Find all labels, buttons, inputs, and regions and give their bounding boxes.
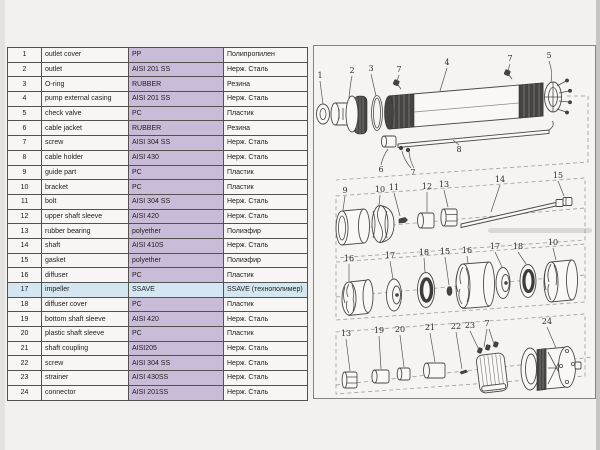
row-number-cell: 21 xyxy=(8,341,42,356)
part-number-label: 19 xyxy=(373,326,385,335)
part-number-label: 10 xyxy=(374,185,386,194)
row-number-cell: 15 xyxy=(8,253,42,268)
part-bracket-2 xyxy=(544,260,578,302)
part-name-cell: strainer xyxy=(42,371,129,386)
material-ru-cell: Нерж. Сталь xyxy=(224,92,308,107)
material-ru-cell: Нерж. Сталь xyxy=(224,371,308,386)
part-number-label: 16 xyxy=(461,246,473,255)
part-name-cell: diffuser xyxy=(42,268,129,283)
row-number-cell: 17 xyxy=(8,283,42,298)
row-number-cell: 8 xyxy=(8,150,42,165)
part-number-label: 3 xyxy=(368,64,374,73)
material-cell: AISI 430 xyxy=(129,150,224,165)
material-cell: polyether xyxy=(129,253,224,268)
part-name-cell: screw xyxy=(42,356,129,371)
part-number-label: 1 xyxy=(317,71,323,80)
material-ru-cell: Полипропилен xyxy=(224,48,308,63)
row-number-cell: 18 xyxy=(8,297,42,312)
part-number-label: 5 xyxy=(546,51,552,60)
part-number-label: 8 xyxy=(456,145,462,154)
row-number-cell: 10 xyxy=(8,180,42,195)
part-name-cell: outlet xyxy=(42,62,129,77)
part-number-label: 7 xyxy=(507,54,513,63)
part-number-label: 22 xyxy=(450,322,462,331)
part-number-label: 7 xyxy=(396,65,402,74)
row-number-cell: 13 xyxy=(8,224,42,239)
part-name-cell: upper shaft sleeve xyxy=(42,209,129,224)
material-cell: AISI 304 SS xyxy=(129,136,224,151)
part-upper-shaft-sleeve xyxy=(418,213,435,228)
part-plastic-shaft-sleeve xyxy=(397,368,410,380)
part-name-cell: cable jacket xyxy=(42,121,129,136)
material-cell: AISI 201 SS xyxy=(129,62,224,77)
part-gasket-top xyxy=(563,198,572,206)
material-cell: AISI 201 SS xyxy=(129,92,224,107)
material-ru-cell: Резина xyxy=(224,121,308,136)
part-name-cell: plastic shaft sleeve xyxy=(42,327,129,342)
material-ru-cell: Нерж. Сталь xyxy=(224,312,308,327)
part-name-cell: shaft xyxy=(42,238,129,253)
material-ru-cell: Нерж. Сталь xyxy=(224,62,308,77)
material-ru-cell: Пластик xyxy=(224,180,308,195)
row-number-cell: 22 xyxy=(8,356,42,371)
part-name-cell: rubber bearing xyxy=(42,224,129,239)
material-ru-cell: Нерж. Сталь xyxy=(224,150,308,165)
part-number-label: 9 xyxy=(342,186,348,195)
part-number-label: 7 xyxy=(410,168,416,177)
material-cell: PC xyxy=(129,297,224,312)
material-cell: PC xyxy=(129,327,224,342)
row-number-cell: 2 xyxy=(8,62,42,77)
part-number-label: 4 xyxy=(444,58,450,67)
part-number-label: 6 xyxy=(378,165,384,174)
row-number-cell: 4 xyxy=(8,92,42,107)
part-diffuser-cover-2 xyxy=(520,265,536,298)
row-number-cell: 16 xyxy=(8,268,42,283)
material-ru-cell: Нерж. Сталь xyxy=(224,341,308,356)
part-impeller-1 xyxy=(387,279,402,311)
row-number-cell: 12 xyxy=(8,209,42,224)
row-number-cell: 3 xyxy=(8,77,42,92)
part-diffuser-cover-1 xyxy=(418,273,435,308)
part-number-label: 18 xyxy=(418,248,430,257)
row-number-cell: 7 xyxy=(8,136,42,151)
material-ru-cell: Нерж. Сталь xyxy=(224,356,308,371)
material-ru-cell: Пластик xyxy=(224,297,308,312)
material-ru-cell: Пластик xyxy=(224,106,308,121)
row-number-cell: 1 xyxy=(8,48,42,63)
part-name-cell: pump external casing xyxy=(42,92,129,107)
part-rubber-bearing-2 xyxy=(342,372,357,388)
part-name-cell: outlet cover xyxy=(42,48,129,63)
part-number-label: 17 xyxy=(489,242,501,251)
material-cell: AISI 201SS xyxy=(129,385,224,400)
material-ru-cell: Нерж. Сталь xyxy=(224,209,308,224)
material-cell: PC xyxy=(129,268,224,283)
material-ru-cell: Нерж. Сталь xyxy=(224,194,308,209)
part-gasket-mid xyxy=(447,287,452,296)
part-strainer xyxy=(476,352,508,393)
part-number-label: 18 xyxy=(512,242,524,251)
material-cell: AISI 420 xyxy=(129,209,224,224)
part-name-cell: bracket xyxy=(42,180,129,195)
part-number-label: 16 xyxy=(343,254,355,263)
material-cell: polyether xyxy=(129,224,224,239)
part-name-cell: bolt xyxy=(42,194,129,209)
material-ru-cell: Нерж. Сталь xyxy=(224,136,308,151)
part-name-cell: check valve xyxy=(42,106,129,121)
material-cell: AISI205 xyxy=(129,341,224,356)
part-number-label: 17 xyxy=(384,251,396,260)
part-name-cell: connector xyxy=(42,385,129,400)
part-number-label: 15 xyxy=(439,247,451,256)
part-number-label: 21 xyxy=(424,323,436,332)
material-cell: PC xyxy=(129,180,224,195)
part-name-cell: guide part xyxy=(42,165,129,180)
row-number-cell: 6 xyxy=(8,121,42,136)
material-cell: AISI 420 xyxy=(129,312,224,327)
material-cell: AISI 430SS xyxy=(129,371,224,386)
part-number-label: 11 xyxy=(388,183,400,192)
row-number-cell: 24 xyxy=(8,385,42,400)
row-number-cell: 14 xyxy=(8,238,42,253)
part-name-cell: O-ring xyxy=(42,77,129,92)
part-number-label: 13 xyxy=(438,180,450,189)
material-ru-cell: Нерж. Сталь xyxy=(224,385,308,400)
part-number-label: 10 xyxy=(547,238,559,247)
part-number-label: 20 xyxy=(394,325,406,334)
part-number-label: 13 xyxy=(340,329,352,338)
material-cell: AISI 410S xyxy=(129,238,224,253)
part-name-cell: gasket xyxy=(42,253,129,268)
row-number-cell: 5 xyxy=(8,106,42,121)
part-name-cell: diffuser cover xyxy=(42,297,129,312)
part-name-cell: cable holder xyxy=(42,150,129,165)
material-cell: PP xyxy=(129,48,224,63)
material-cell: AISI 304 SS xyxy=(129,194,224,209)
part-number-label: 14 xyxy=(494,175,506,184)
row-number-cell: 20 xyxy=(8,327,42,342)
material-ru-cell: Полиэфир xyxy=(224,253,308,268)
part-connector xyxy=(521,347,581,391)
material-cell: PC xyxy=(129,165,224,180)
material-cell: AISI 304 SS xyxy=(129,356,224,371)
part-number-label: 12 xyxy=(421,182,433,191)
part-diffuser-1 xyxy=(342,280,373,316)
material-ru-cell: Полиэфир xyxy=(224,224,308,239)
material-ru-cell: Пластик xyxy=(224,268,308,283)
part-number-label: 7 xyxy=(484,319,490,328)
part-number-label: 24 xyxy=(541,317,553,326)
part-bracket xyxy=(372,206,394,243)
part-outlet-cover xyxy=(317,104,330,124)
scan-artifact xyxy=(488,228,592,233)
part-cable-jacket xyxy=(381,136,396,147)
row-number-cell: 9 xyxy=(8,165,42,180)
row-number-cell: 23 xyxy=(8,371,42,386)
material-ru-cell: Пластик xyxy=(224,327,308,342)
row-number-cell: 11 xyxy=(8,194,42,209)
row-number-cell: 19 xyxy=(8,312,42,327)
part-number-label: 2 xyxy=(349,66,355,75)
part-diffuser-2 xyxy=(456,262,495,309)
material-cell: SSAVE xyxy=(129,283,224,298)
part-name-cell: bottom shaft sleeve xyxy=(42,312,129,327)
material-ru-cell: Пластик xyxy=(224,165,308,180)
material-cell: PC xyxy=(129,106,224,121)
part-shaft-coupling xyxy=(424,363,446,378)
part-name-cell: screw xyxy=(42,136,129,151)
part-name-cell: shaft coupling xyxy=(42,341,129,356)
part-guide-part xyxy=(336,209,370,245)
material-cell: RUBBER xyxy=(129,121,224,136)
material-ru-cell: Нерж. Сталь xyxy=(224,238,308,253)
material-cell: RUBBER xyxy=(129,77,224,92)
part-number-label: 15 xyxy=(552,171,564,180)
part-number-label: 23 xyxy=(464,321,476,330)
material-ru-cell: SSAVE (технополимер) xyxy=(224,283,308,298)
part-impeller-2 xyxy=(496,268,510,299)
part-bottom-shaft-sleeve xyxy=(372,370,389,383)
part-name-cell: impeller xyxy=(42,283,129,298)
material-ru-cell: Резина xyxy=(224,77,308,92)
part-rubber-bearing xyxy=(441,209,457,226)
